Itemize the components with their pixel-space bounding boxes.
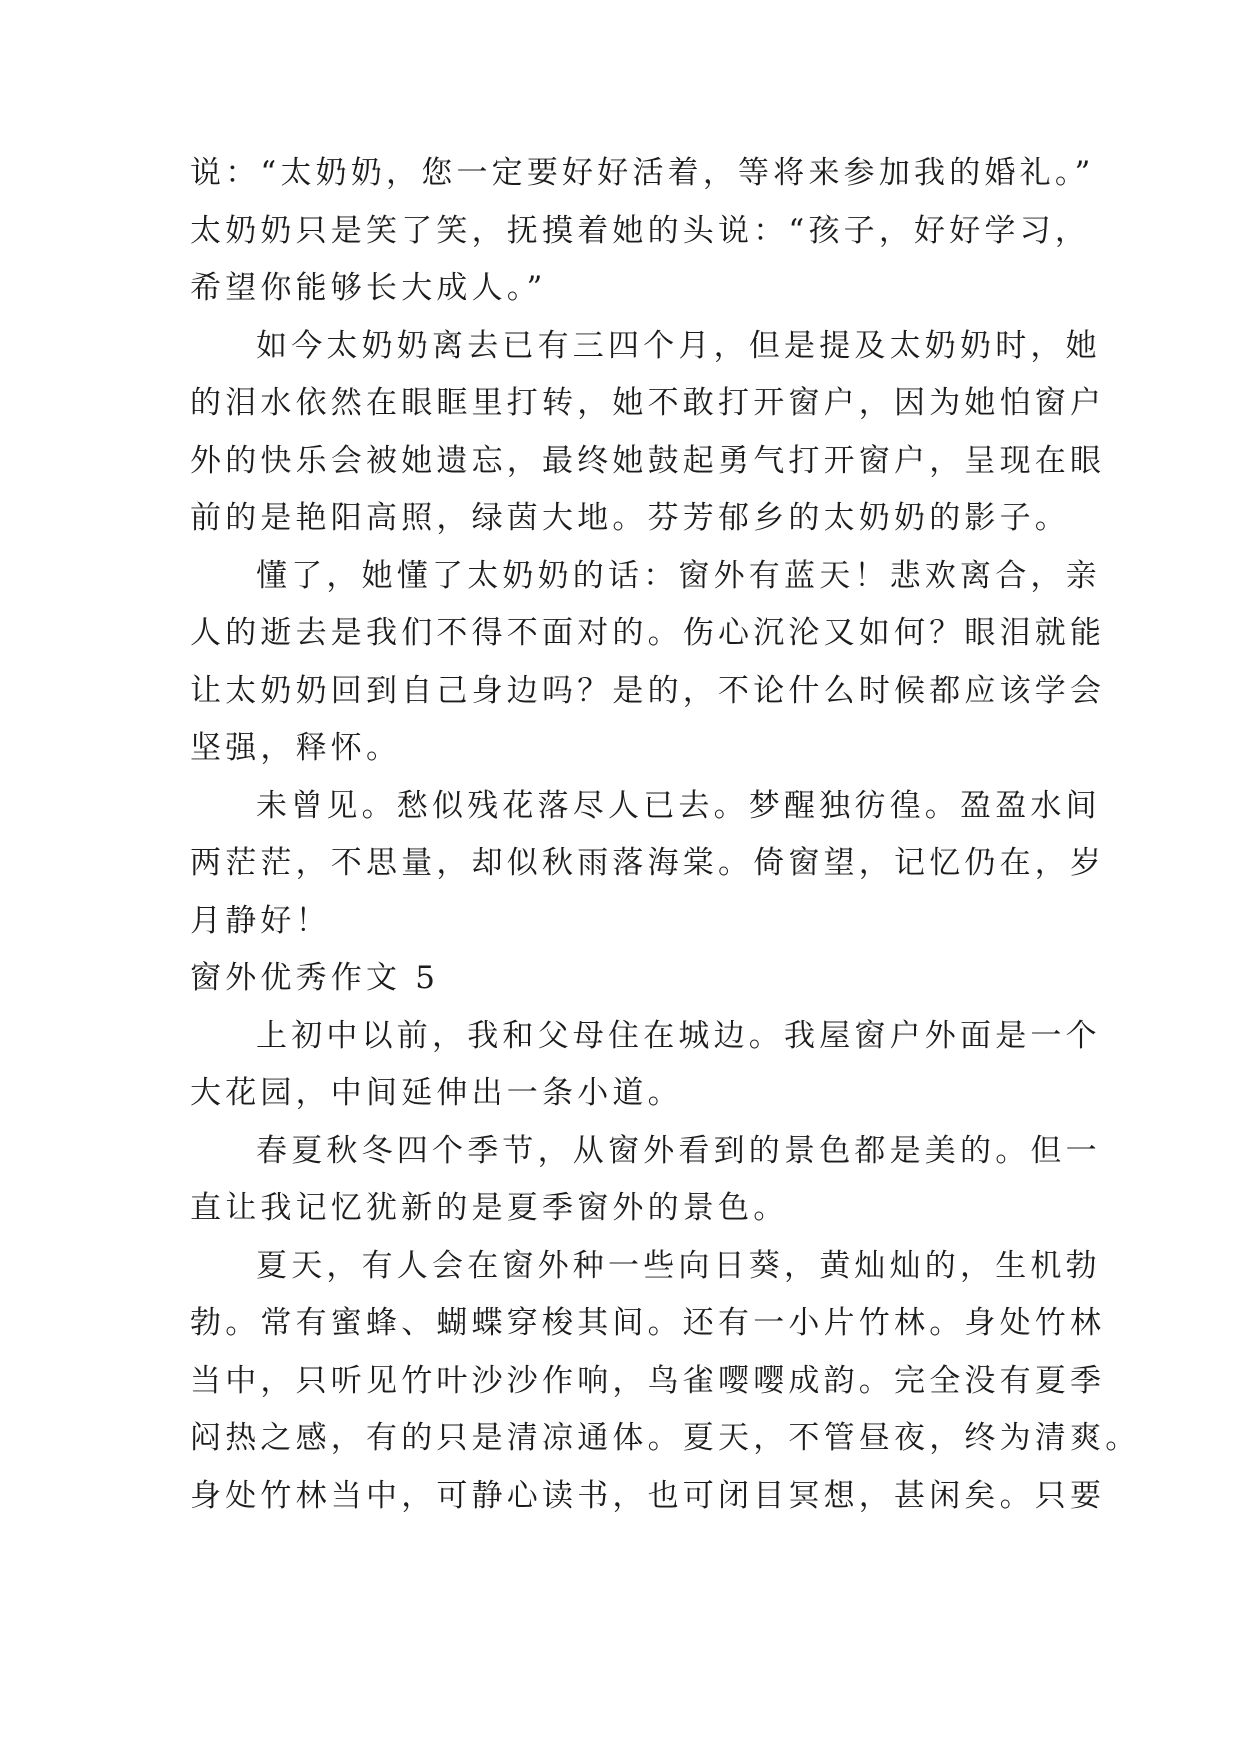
section-heading: 窗外优秀作文 5 [190,960,440,996]
text-line: 前的是艳阳高照，绿茵大地。芬芳郁乡的太奶奶的影子。 [190,500,1070,536]
essay-body [190,145,1141,1525]
text-line: 外的快乐会被她遗忘，最终她鼓起勇气打开窗户，呈现在眼 [190,442,1106,479]
text-line: 身处竹林当中，可静心读书，也可闭目冥想，甚闲矣。只要 [190,1477,1106,1514]
text-line: 坚强，释怀。 [190,730,402,766]
text-line: 太奶奶只是笑了笑，抚摸着她的头说：“孩子，好好学习， [190,212,1091,249]
text-line: 两茫茫，不思量，却似秋雨落海棠。倚窗望，记忆仍在，岁 [190,845,1106,881]
text-line: 说：“太奶奶，您一定要好好活着，等将来参加我的婚礼。” [190,155,1095,191]
paragraph-first-line: 上初中以前，我和父母住在城边。我屋窗户外面是一个 [256,1017,1101,1054]
paragraph-first-line: 春夏秋冬四个季节，从窗外看到的景色都是美的。但一 [256,1132,1101,1169]
paragraph-first-line: 如今太奶奶离去已有三四个月，但是提及太奶奶时，她 [256,327,1101,364]
text-line: 勃。常有蜜蜂、蝴蝶穿梭其间。还有一小片竹林。身处竹林 [190,1305,1106,1341]
text-line: 大花园，中间延伸出一条小道。 [190,1075,683,1111]
text-line: 闷热之感，有的只是清凉通体。夏天，不管昼夜，终为清爽。 [190,1420,1141,1456]
text-line: 月静好！ [190,902,331,939]
text-line: 的泪水依然在眼眶里打转，她不敢打开窗户，因为她怕窗户 [190,385,1106,421]
text-line: 直让我记忆犹新的是夏季窗外的景色。 [190,1190,789,1226]
text-line: 当中，只听见竹叶沙沙作响，鸟雀嘤嘤成韵。完全没有夏季 [190,1362,1106,1399]
text-line: 人的逝去是我们不得不面对的。伤心沉沦又如何？眼泪就能 [190,615,1106,651]
text-line: 让太奶奶回到自己身边吗？是的，不论什么时候都应该学会 [190,672,1106,709]
paragraph-first-line: 未曾见。愁似残花落尽人已去。梦醒独彷徨。盈盈水间 [256,787,1101,824]
paragraph-first-line: 夏天，有人会在窗外种一些向日葵，黄灿灿的，生机勃 [256,1247,1101,1284]
text-line: 希望你能够长大成人。” [190,270,547,306]
paragraph-first-line: 懂了，她懂了太奶奶的话：窗外有蓝天！悲欢离合，亲 [256,557,1101,594]
